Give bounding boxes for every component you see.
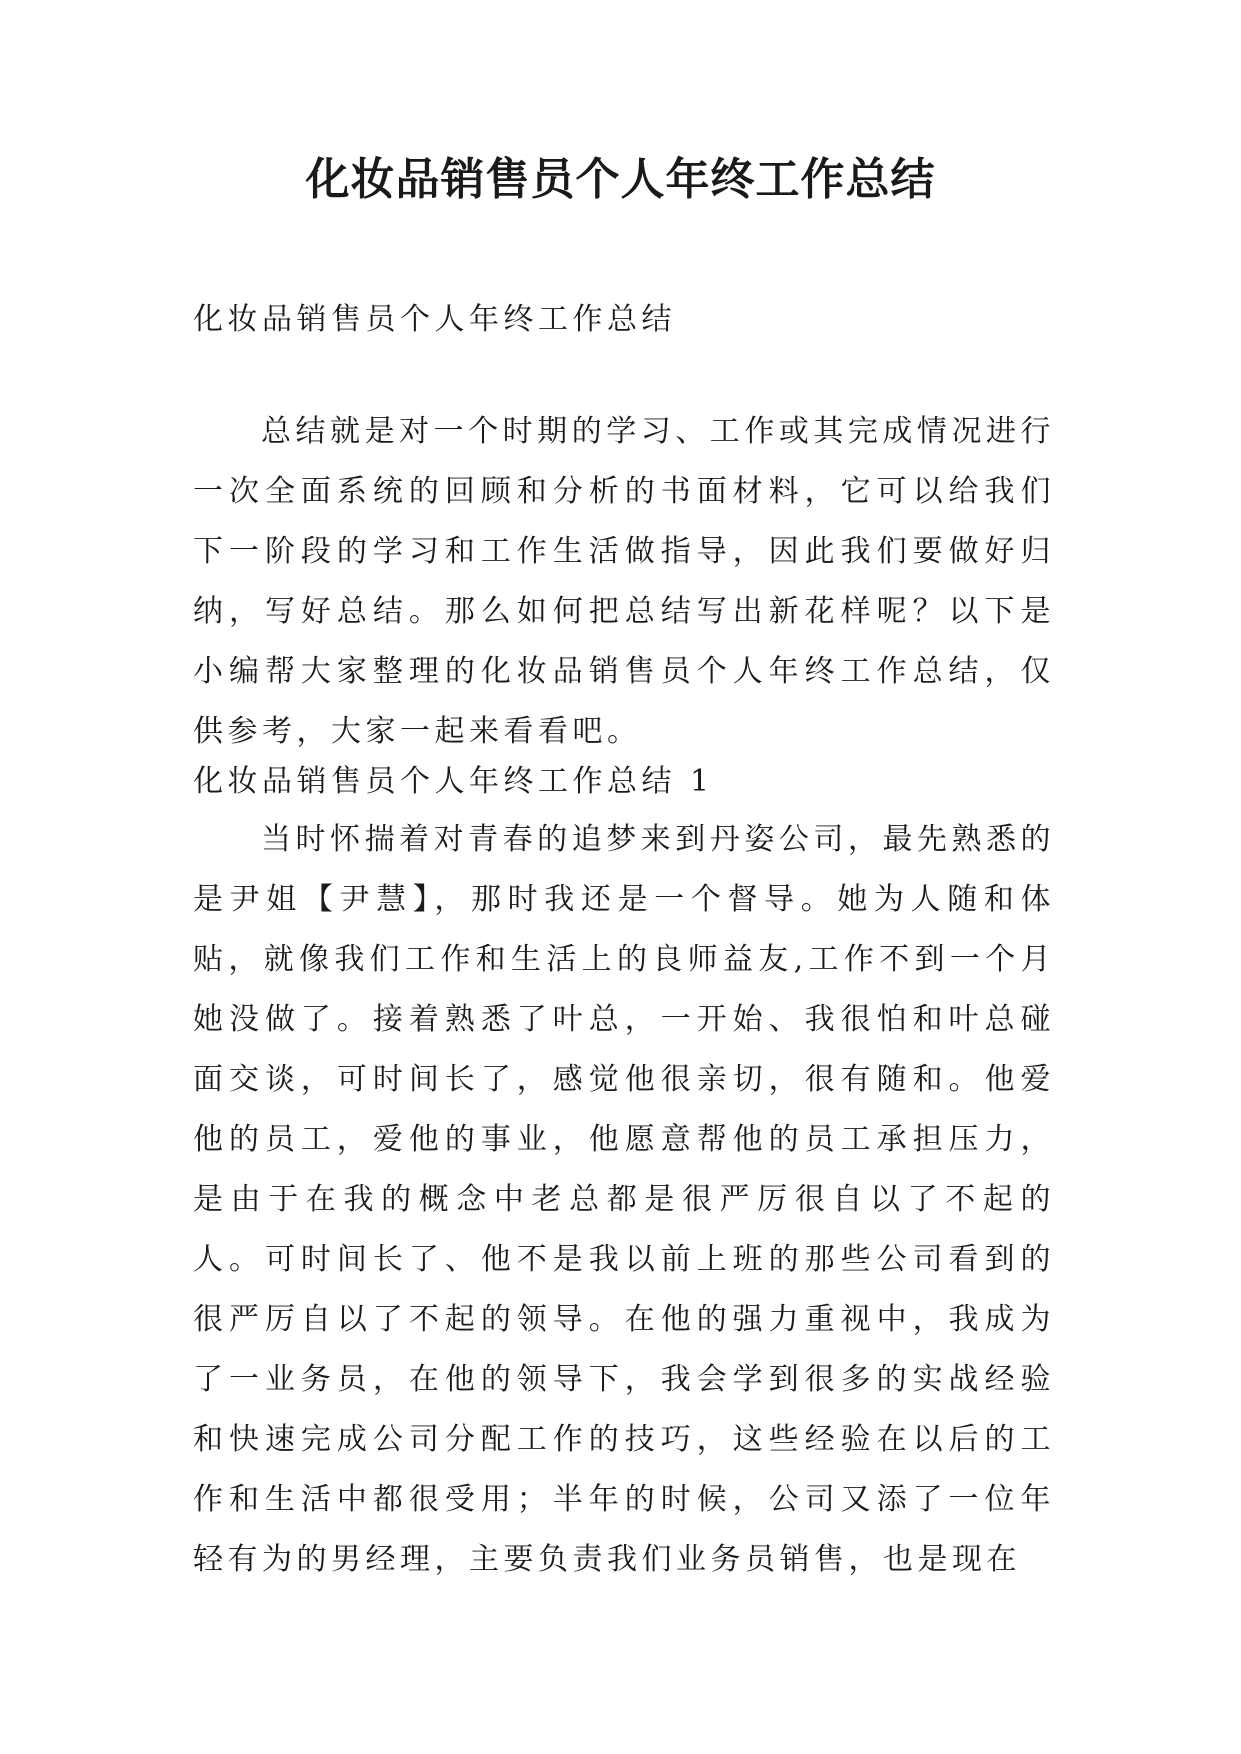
section-paragraph: 当时怀揣着对青春的追梦来到丹姿公司，最先熟悉的是尹姐【尹慧】，那时我还是一个督导。她为人随和体贴，就像我们工作和生活上的良师益友,工作不到一个月她没做了。接着熟悉了叶总，一开始、我很怕和叶总碰面交谈，可时间长了，感觉他很亲切，很有随和。他爱他的员工，爱他的事业，他愿意帮他的员工承担压力，是由于在我的概念中老总都是很严厉很自以了不起的人。可时间长了、他不是我以前上班的那些公司看到的很严厉自以了不起的领导。在他的强力重视中，我成为了一业务员，在他的领导下，我会学到很多的实战经验和快速完成公司分配工作的技巧，这些经验在以后的工作和生活中都很受用；半年的时候，公司又添了一位年轻有为的男经理，主要负责我们业务员销售，也是现在 [193,822,1055,1577]
document-subtitle: 化妆品销售员个人年终工作总结 [193,302,676,337]
section-heading: 化妆品销售员个人年终工作总结 1 [193,764,714,799]
document-title: 化妆品销售员个人年终工作总结 [305,154,936,205]
intro-paragraph: 总结就是对一个时期的学习、工作或其完成情况进行一次全面系统的回顾和分析的书面材料，它可以给我们下一阶段的学习和工作生活做指导，因此我们要做好归纳，写好总结。那么如何把总结写出新花样呢？以下是小编帮大家整理的化妆品销售员个人年终工作总结，仅供参考，大家一起来看看吧。 [193,414,1055,749]
